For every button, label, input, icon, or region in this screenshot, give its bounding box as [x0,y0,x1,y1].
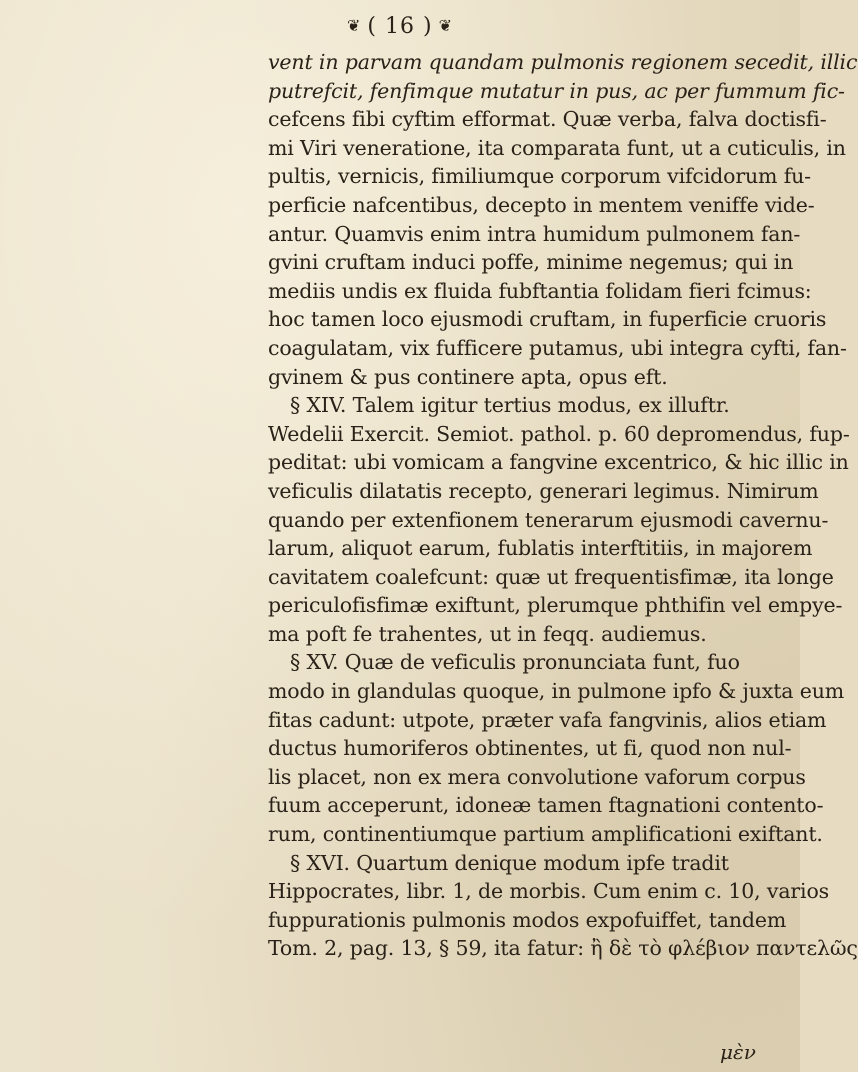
text-line: perficie nafcentibus, decepto in mentem veniffe vide- [268,192,815,217]
text-line: Wedelii Exercit. Semiot. pathol. p. 60 depromendus, fup- [268,421,850,446]
section-heading-line: § XIV. Talem igitur tertius modus, ex illuftr. [290,393,730,418]
text-line: fitas cadunt: utpote, præter vafa fangvinis, alios etiam [268,707,827,732]
text-line: putrefcit, fenfimque mutatur in pus, ac per fummum fic- [268,78,845,103]
text-line: modo in glandulas quoque, in pulmone ipfo & juxta eum [268,679,845,704]
page-number [0,14,800,39]
text-line: gvini cruftam induci poffe, minime negemus; qui in [268,250,794,275]
text-line: veficulis dilatatis recepto, generari legimus. Nimirum [268,478,819,503]
text-line: vent in parvam quandam pulmonis regionem secedit, illic [268,50,858,74]
text-line: coagulatam, vix fufficere putamus, ubi integra cyfti, fan- [268,335,847,360]
text-line: periculofisfimæ exiftunt, plerumque phthifin vel empye- [268,593,843,618]
text-line: hoc tamen loco ejusmodi cruftam, in fuperficie cruoris [268,307,827,332]
text-line: gvinem & pus continere apta, opus eft. [268,364,668,389]
text-line: pultis, vernicis, fimiliumque corporum vifcidorum fu- [268,164,811,189]
text-line: rum, continentiumque partium amplificationi exiftant. [268,822,823,847]
text-line: peditat: ubi vomicam a fangvine excentrico, & hic illic in [268,450,849,475]
text-line: Tom. 2, pag. 13, § 59, ita fatur: ἢ δὲ τὸ φλέβιον παντελῶς [268,936,858,961]
text-line: fuppurationis pulmonis modos expofuiffet, tandem [268,907,787,932]
ornament-left: ❦ [347,16,362,35]
text-line: Hippocrates, libr. 1, de morbis. Cum enim c. 10, varios [268,879,830,904]
text-line: fuum acceperunt, idoneæ tamen ftagnationi contento- [268,793,824,818]
text-line: quando per extenfionem tenerarum ejusmodi cavernu- [268,507,829,532]
page-number-text: ( 16 ) [367,14,433,39]
text-line: lis placet, non ex mera convolutione vaforum corpus [268,764,806,789]
section-heading-line: § XVI. Quartum denique modum ipfe tradit [290,850,729,875]
text-line: larum, aliquot earum, fublatis interftitiis, in majorem [268,536,813,561]
text-line: cefcens fibi cyftim efformat. Quæ verba, falva doctisfi- [268,107,827,132]
ornament-right: ❦ [438,16,453,35]
text-line: antur. Quamvis enim intra humidum pulmonem fan- [268,221,801,246]
catchword: μὲν [720,1040,756,1064]
body-text [268,48,858,963]
text-line: ductus humoriferos obtinentes, ut fi, quod non nul- [268,736,792,761]
text-line: cavitatem coalefcunt: quæ ut frequentisfimæ, ita longe [268,564,834,589]
text-line: ma poft fe trahentes, ut in feqq. audiemus. [268,621,707,646]
text-line: mediis undis ex fluida fubftantia folidam fieri fcimus: [268,278,812,303]
section-heading-line: § XV. Quæ de veficulis pronunciata funt, fuo [290,650,740,675]
text-line: mi Viri veneratione, ita comparata funt, ut a cuticulis, in [268,135,846,160]
